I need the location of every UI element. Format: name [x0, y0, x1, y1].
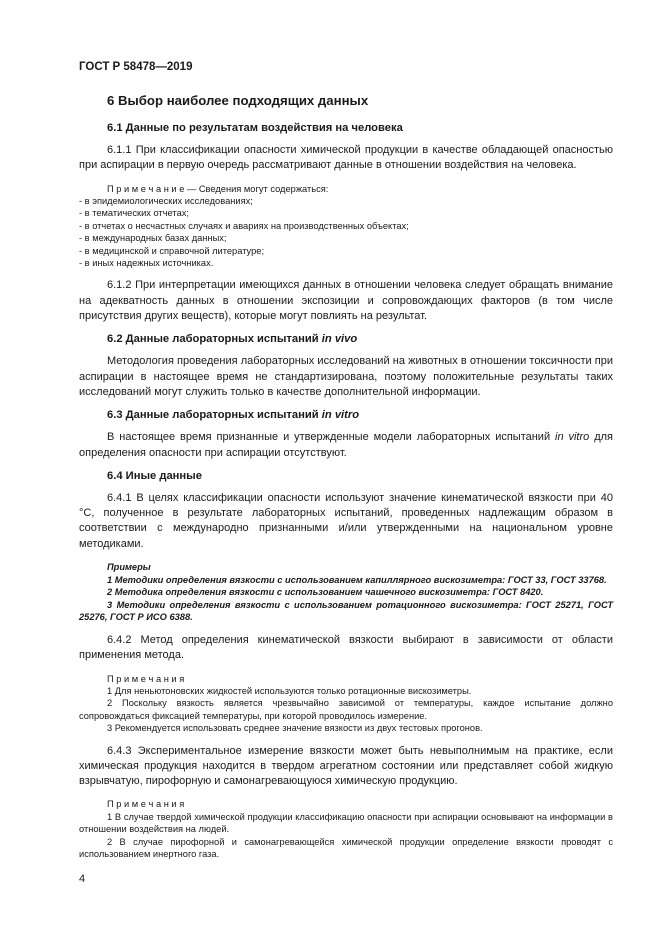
example-item: 1 Методики определения вязкости с использованием капиллярного вискозиметра: ГОСТ 33, ГОСТ 33768. [107, 574, 607, 585]
title-text: 6.3 Данные лабораторных испытаний [107, 409, 322, 422]
note-item: 1 Для неньютоновских жидкостей используются только ротационные вискозиметры. [107, 685, 472, 696]
list-item: - в международных базах данных; [79, 233, 227, 244]
notes-label: П р и м е ч а н и я [107, 673, 185, 684]
paragraph-6-2: Методология проведения лабораторных исследований на животных в отношении токсичности при аспирации в настоящее время не стандартизирована, поэтому положительные результаты таких исследований могут служить только в качестве дополнительной информации. [79, 355, 613, 398]
note-item: 2 В случае пирофорной и самонагревающейся химической продукции определение вязкости проводят с использованием инертного газа. [79, 836, 613, 860]
paragraph-6-1-2: 6.1.2 При интерпретации имеющихся данных в отношении человека следует обращать внимание на адекватность данных в отношении экспозиции и сопровождающих факторов (в том числе присутствия других веществ), которые могут повлиять на результат. [79, 279, 613, 323]
example-item: 2 Методика определения вязкости с использованием чашечного вискозиметра: ГОСТ 8420. [107, 587, 544, 598]
list-item: - в иных надежных источниках. [79, 258, 214, 269]
subsection-6-1-title: 6.1 Данные по результатам воздействия на человека [107, 122, 403, 134]
note-item: 3 Рекомендуется использовать среднее значение вязкости из двух тестовых прогонов. [107, 723, 483, 734]
note-heading [107, 183, 613, 195]
list-item: - в медицинской и справочной литературе; [79, 245, 265, 256]
example-item: 3 Методики определения вязкости с использованием ротационного вискозиметра: ГОСТ 25271, ГОСТ 25276, ГОСТ Р ИСО 6388. [79, 599, 613, 623]
list-item: - в эпидемиологических исследованиях; [79, 196, 253, 206]
notes-6-4-3 [79, 798, 613, 860]
examples-label: Примеры [107, 562, 151, 572]
title-italic: in vivo [321, 333, 358, 346]
text-span: В настоящее время признанные и утвержденные модели лабораторных испытаний [107, 431, 556, 444]
paragraph-6-3 [79, 430, 613, 461]
page-content [79, 93, 613, 870]
notes-6-4-2 [79, 673, 613, 735]
subsection-6-2-title [107, 333, 613, 345]
section-title: 6 Выбор наиболее подходящих данных [107, 93, 369, 108]
subsection-6-4-title: 6.4 Иные данные [107, 469, 202, 482]
note-label: П р и м е ч а н и е [107, 183, 185, 194]
list-item: - в отчетах о несчастных случаях и авариях на производственных объектах; [79, 220, 409, 231]
note-6-1-1 [79, 183, 613, 270]
document-code: ГОСТ Р 58478—2019 [79, 61, 193, 73]
title-italic: in vitro [321, 409, 360, 422]
text-span: для определения опасности при аспирации отсутствуют. [79, 431, 613, 459]
paragraph-6-1-1: 6.1.1 При классификации опасности химической продукции в качестве обладающей опасностью при аспирации в первую очередь рассматривают данные в отношении воздействия на человека. [79, 144, 613, 172]
note-item: 1 В случае твердой химической продукции классификацию опасности при аспирации основывают на информации в отношении воздействия на людей. [79, 811, 613, 835]
paragraph-6-4-3: 6.4.3 Экспериментальное измерение вязкости может быть невыполнимым на практике, если химическая продукция находится в твердом агрегатном состоянии или представляет собой жидкую взрывчатую, пирофорную и самонагревающуюся химическую продукцию. [79, 744, 613, 788]
paragraph-6-4-2: 6.4.2 Метод определения кинематической вязкости выбирают в зависимости от области применения метода. [79, 633, 613, 662]
subsection-6-3-title [107, 409, 613, 421]
paragraph-6-4-1: 6.4.1 В целях классификации опасности используют значение кинематической вязкости при 40 °С, полученное в результате лабораторных испытаний, проведенных надлежащим образом в соответствии с международно признанными и/или утвержденными на национальном уровне методиками. [79, 491, 613, 550]
examples-block [79, 561, 613, 624]
list-item: - в тематических отчетах; [79, 208, 189, 219]
note-text: — Сведения могут содержаться: [184, 183, 329, 194]
page-number: 4 [79, 873, 86, 885]
notes-label: П р и м е ч а н и я [107, 799, 185, 810]
title-text: 6.2 Данные лабораторных испытаний [107, 333, 322, 346]
note-item: 2 Поскольку вязкость является чрезвычайно зависимой от температуры, каждое испытание должно сопровождаться фиксацией температуры, при которой проводилось измерение. [79, 698, 613, 721]
italic-span: in vitro [555, 431, 590, 444]
